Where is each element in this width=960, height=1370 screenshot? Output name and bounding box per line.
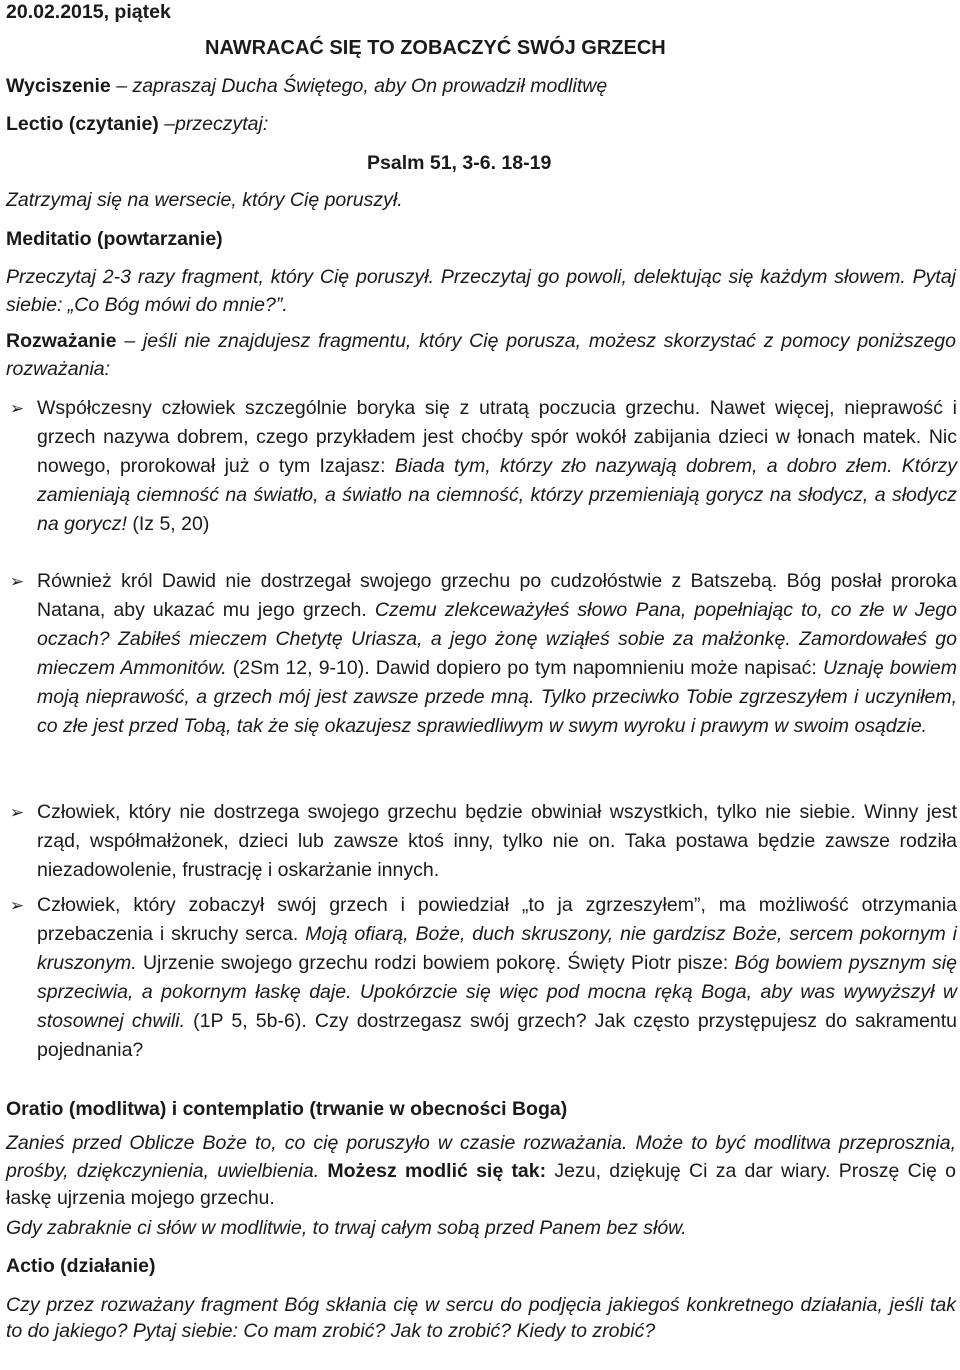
lectio-label: Lectio (czytanie) [6, 113, 159, 135]
lectio-line [6, 112, 268, 136]
date-line: 20.02.2015, piątek [6, 1, 171, 23]
bullet-4-quote-2: Bóg bowiem pysznym się sprzeciwia, a pokornym łaskę daje. Upokórzcie się więc pod mocna ręką Boga, aby was wywyższył w stosownej chwili. [37, 952, 957, 1032]
bullet-1-reference: (Iz 5, 20) [126, 513, 210, 535]
bullet-2-text: Również król Dawid nie dostrzegał swojego grzechu po cudzołóstwie z Batszebą. Bóg posłał proroka Natana, aby ukazać mu jego grzech. [37, 570, 957, 621]
bullet-2-quote-2: Uznaję bowiem moją nieprawość, a grzech mój jest zawsze przede mną. Tylko przeciwko Tobie zgrzeszyłem i uczyniłem, co złe jest przed Tobą, tak że się okazujesz sprawiedliwym w swym wyroku i prawym w swoim osądzie. [37, 657, 958, 737]
lectio-text: –przeczytaj: [158, 113, 269, 135]
bullet-4-text: Człowiek, który zobaczył swój grzech i powiedział „to ja zgrzeszyłem”, ma możliwość otrzymania przebaczenia i skruchy serca. [37, 894, 957, 945]
oratio-heading: Oratio (modlitwa) i contemplatio (trwanie w obecności Boga) [6, 1098, 568, 1120]
oratio-text-plain: Jezu, dziękuję Ci za dar wiary. Proszę Cię o łaskę ujrzenia mojego grzechu. [6, 1159, 956, 1209]
wyciszenie-text: – zapraszaj Ducha Świętego, aby On prowadził modlitwę [110, 75, 608, 97]
page-title: NAWRACAĆ SIĘ TO ZOBACZYĆ SWÓJ GRZECH [205, 37, 666, 59]
arrow-bullet-icon: ➢ [9, 803, 25, 822]
actio-heading: Actio (działanie) [6, 1255, 156, 1277]
arrow-bullet-icon: ➢ [9, 572, 25, 591]
oratio-paragraph [6, 1130, 956, 1213]
bullet-text-1 [37, 394, 957, 539]
meditatio-text: Przeczytaj 2-3 razy fragment, który Cię poruszył. Przeczytaj go powoli, delektując się każdym słowem. Pytaj siebie: „Co Bóg mówi do mnie?”. [6, 266, 956, 316]
oratio-text-bold: Możesz modlić się tak: [319, 1159, 547, 1182]
rozwazanie-paragraph [6, 328, 956, 383]
actio-text: Czy przez rozważany fragment Bóg skłania cię w sercu do podjęcia jakiegoś konkretnego działania, jeśli tak to do jakiego? Pytaj siebie: Co mam zrobić? Jak to zrobić? Kiedy to zrobić? [6, 1294, 956, 1342]
bullet-text-3 [37, 798, 957, 885]
rozwazanie-label: Rozważanie [6, 330, 117, 352]
bullet-1-text: Współczesny człowiek szczególnie boryka się z utratą poczucia grzechu. Nawet więcej, nieprawość i grzech nazywa dobrem, czego przykładem jest choćby spór wokół zabijania dzieci w łonach matek. Nic nowego, prorokował już o tym Izajasz: [37, 397, 957, 477]
bullet-3-text: Człowiek, który nie dostrzega swojego grzechu będzie obwiniał wszystkich, tylko nie siebie. Winny jest rząd, współmałżonek, dzieci lub zawsze ktoś inny, tylko nie on. Taka postawa będzie zawsze rodziła niezadowolenie, frustrację i oskarżanie innych. [37, 801, 957, 881]
oratio-text-italic: Zanieś przed Oblicze Boże to, co cię poruszyło w czasie rozważania. Może to być modlitwa przeprosznia, prośby, dziękczynienia, uwielbienia. [6, 1132, 956, 1182]
bullet-4-quote-1: Moją ofiarą, Boże, duch skruszony, nie gardzisz Boże, sercem pokornym i kruszonym. [37, 923, 958, 974]
meditatio-heading: Meditatio (powtarzanie) [6, 228, 223, 250]
stop-line: Zatrzymaj się na wersecie, który Cię poruszył. [6, 189, 403, 211]
arrow-bullet-icon: ➢ [9, 399, 25, 418]
oratio-last-line: Gdy zabraknie ci słów w modlitwie, to trwaj całym sobą przed Panem bez słów. [6, 1217, 687, 1239]
wyciszenie-label: Wyciszenie [6, 75, 111, 97]
bullet-1-quote: Biada tym, którzy zło nazywają dobrem, a dobro złem. Którzy zamieniają ciemność na światło, a światło na ciemność, którzy przemieniają gorycz na słodycz, a słodycz na gorycz! [37, 455, 958, 535]
bullet-2-quote-1: Czemu zlekceważyłeś słowo Pana, popełniając to, co złe w Jego oczach? Zabiłeś mieczem Chetytę Uriasza, a jego żonę wziąłeś sobie za małżonkę. Zamordowałeś go mieczem Ammonitów. [37, 599, 957, 679]
wyciszenie-line [6, 74, 607, 98]
arrow-bullet-icon: ➢ [9, 896, 25, 915]
bullet-2-text-2: (2Sm 12, 9-10). Dawid dopiero po tym napomnieniu może napisać: [226, 657, 823, 679]
bullet-4-text-3: (1P 5, 5b-6). Czy dostrzegasz swój grzech? Jak często przystępujesz do sakramentu pojednania? [37, 1010, 957, 1061]
bullet-text-4 [37, 891, 957, 1065]
bullet-text-2 [37, 567, 957, 741]
psalm-reference: Psalm 51, 3-6. 18-19 [367, 152, 552, 174]
bullet-4-text-2: Ujrzenie swojego grzechu rodzi bowiem pokorę. Święty Piotr pisze: [136, 952, 735, 974]
rozwazanie-text: – jeśli nie znajdujesz fragmentu, który Cię porusza, możesz skorzystać z pomocy poniższego rozważania: [6, 330, 956, 380]
